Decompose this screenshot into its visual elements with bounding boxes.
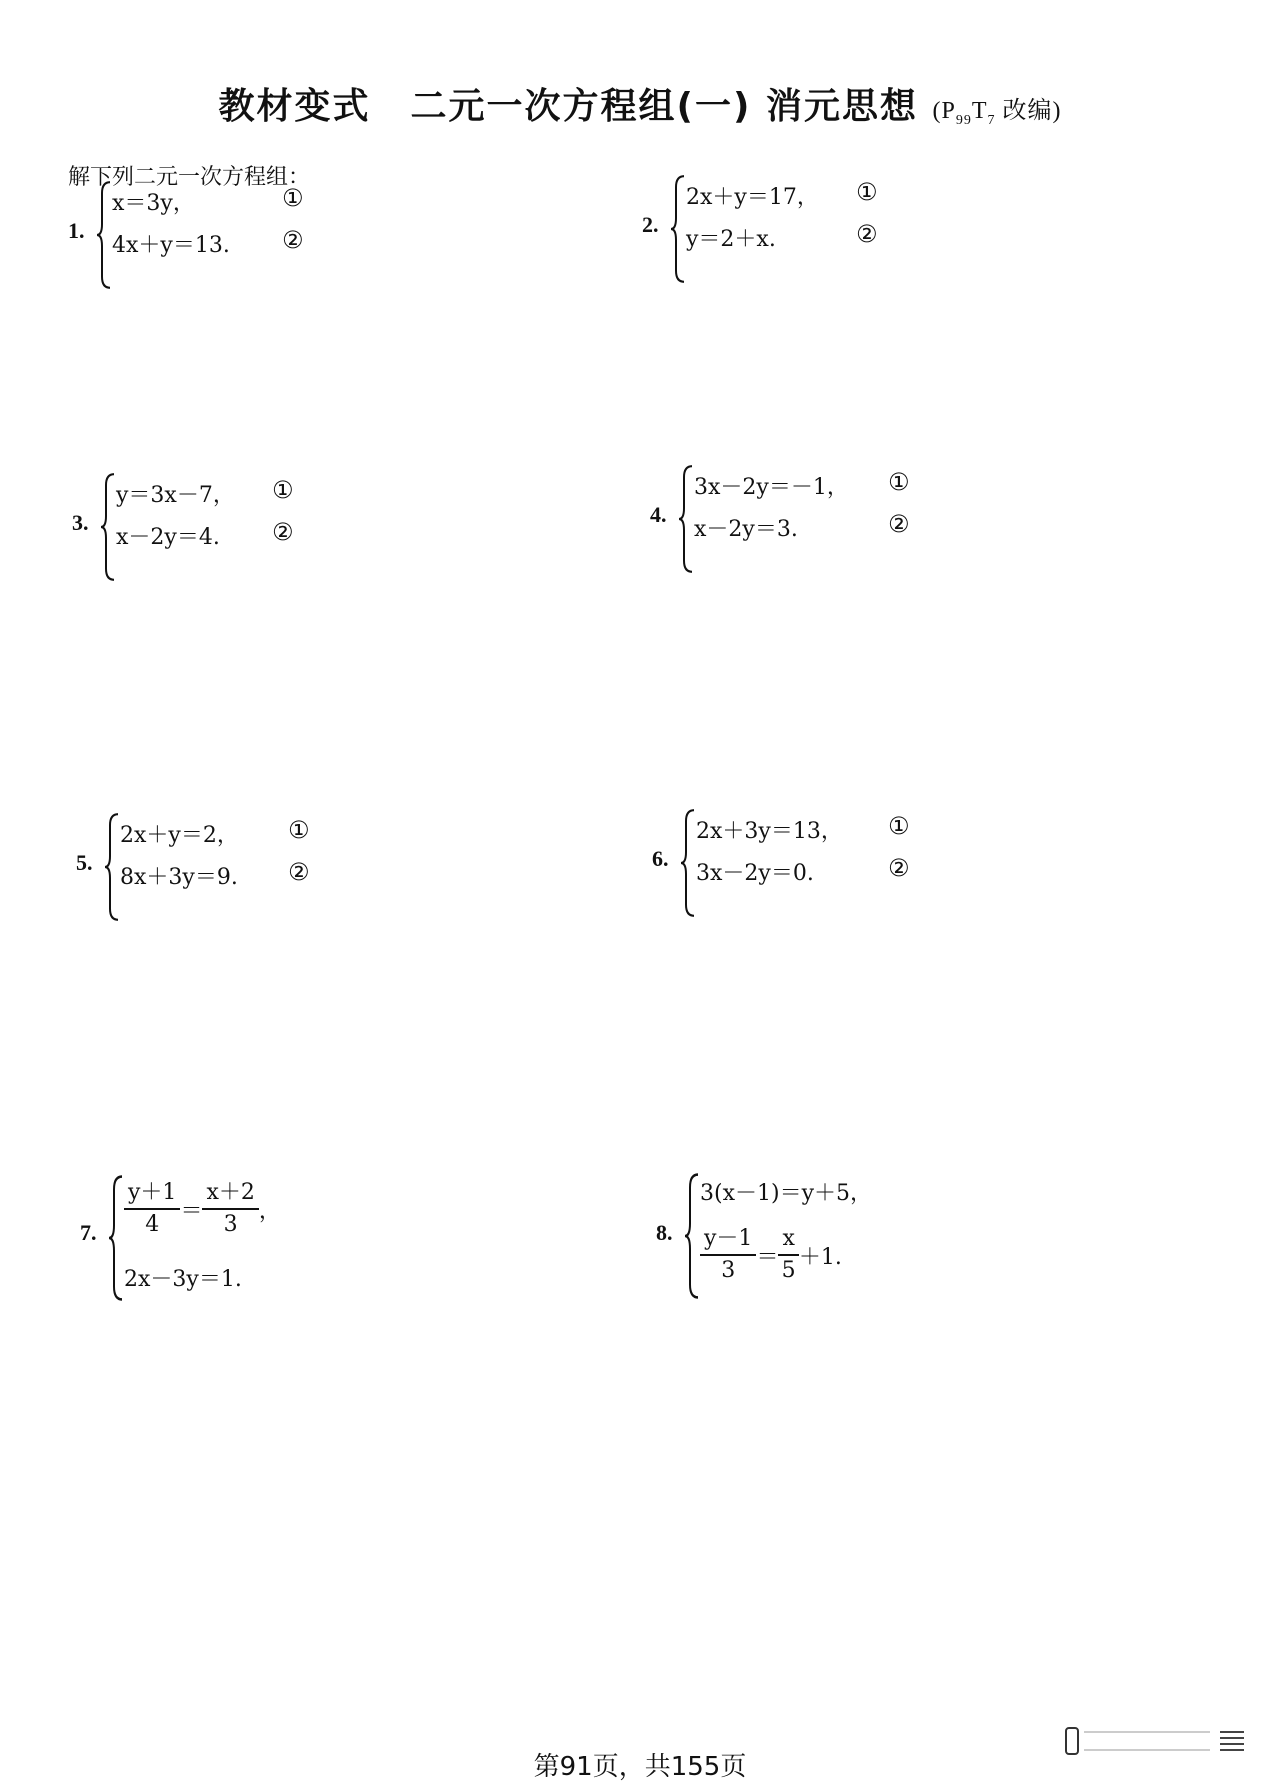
problem-number: 1. — [68, 218, 85, 243]
problem-number: 3. — [72, 510, 89, 535]
problem-6 — [652, 814, 932, 910]
equation-2: x－2y＝4. — [116, 525, 220, 550]
circled-one-label: ① — [272, 476, 294, 504]
circled-one-label: ① — [288, 816, 310, 844]
equation-2: y＝2＋x. — [686, 227, 776, 252]
denominator: 4 — [145, 1212, 160, 1237]
circled-two-label: ② — [282, 226, 304, 254]
denominator: 5 — [781, 1258, 796, 1283]
denominator: 3 — [721, 1258, 736, 1283]
problem-8 — [656, 1176, 936, 1296]
numerator: x＋2 — [202, 1178, 258, 1210]
equation-1: 3x－2y＝－1， — [694, 475, 849, 500]
circled-one-label: ① — [856, 178, 878, 206]
problem-number: 5. — [76, 850, 93, 875]
instruction-text: 解下列二元一次方程组： — [68, 165, 311, 190]
equation-2 — [700, 1224, 842, 1286]
problem-1 — [68, 186, 328, 282]
denominator: 3 — [223, 1212, 238, 1237]
problem-5 — [76, 818, 336, 914]
equation-2: 4x＋y＝13. — [112, 233, 230, 258]
equals-sign: ＝ — [180, 1198, 203, 1224]
brace-icon — [670, 174, 686, 284]
circled-two-label: ② — [888, 854, 910, 882]
comma: ， — [258, 1198, 281, 1224]
equation-1: 2x＋3y＝13， — [696, 819, 843, 844]
page-scroll-handle[interactable] — [1060, 1724, 1250, 1758]
equation-1 — [124, 1178, 281, 1240]
problem-4 — [650, 470, 930, 566]
problem-number: 7. — [80, 1220, 97, 1245]
equation-2: 8x＋3y＝9. — [120, 865, 238, 890]
numerator: y＋1 — [124, 1178, 180, 1210]
fraction — [778, 1224, 798, 1286]
problem-number: 6. — [652, 846, 669, 871]
title-main: 二元一次方程组(一) 消元思想 — [410, 86, 918, 127]
brace-icon — [678, 464, 694, 574]
equation-1: 2x＋y＝17， — [686, 185, 819, 210]
brace-icon — [684, 1172, 700, 1300]
problem-number: 2. — [642, 212, 659, 237]
title-topic: 教材变式 — [218, 86, 371, 127]
page-title — [0, 78, 1280, 129]
problem-2 — [642, 180, 902, 276]
numerator: x — [778, 1224, 798, 1256]
equation-1: x＝3y， — [112, 191, 195, 216]
circled-one-label: ① — [888, 468, 910, 496]
equation-tail: ＋1. — [798, 1244, 842, 1270]
problem-7 — [80, 1178, 340, 1298]
numerator: y－1 — [700, 1224, 756, 1256]
equation-2: 2x－3y＝1. — [124, 1267, 242, 1292]
title-source: ($P_{99}T_7$ 改编) — [932, 98, 1062, 128]
circled-two-label: ② — [888, 510, 910, 538]
page-indicator: 第91页，共155页 — [533, 1752, 747, 1782]
brace-icon — [100, 472, 116, 582]
circled-two-label: ② — [856, 220, 878, 248]
equation-1: y＝3x－7， — [116, 483, 235, 508]
equals-sign: ＝ — [756, 1244, 779, 1270]
brace-icon — [104, 812, 120, 922]
circled-two-label: ② — [288, 858, 310, 886]
circled-one-label: ① — [282, 184, 304, 212]
brace-icon — [108, 1174, 124, 1302]
fraction — [700, 1224, 756, 1286]
fraction — [124, 1178, 180, 1240]
brace-icon — [96, 180, 112, 290]
circled-one-label: ① — [888, 812, 910, 840]
equation-2: x－2y＝3. — [694, 517, 798, 542]
circled-two-label: ② — [272, 518, 294, 546]
equation-1: 2x＋y＝2， — [120, 823, 239, 848]
fraction — [202, 1178, 258, 1240]
brace-icon — [680, 808, 696, 918]
problem-number: 4. — [650, 502, 667, 527]
problem-3 — [72, 478, 332, 574]
problem-number: 8. — [656, 1220, 673, 1245]
equation-2: 3x－2y＝0. — [696, 861, 814, 886]
equation-1: 3(x－1)＝y＋5， — [700, 1181, 872, 1206]
